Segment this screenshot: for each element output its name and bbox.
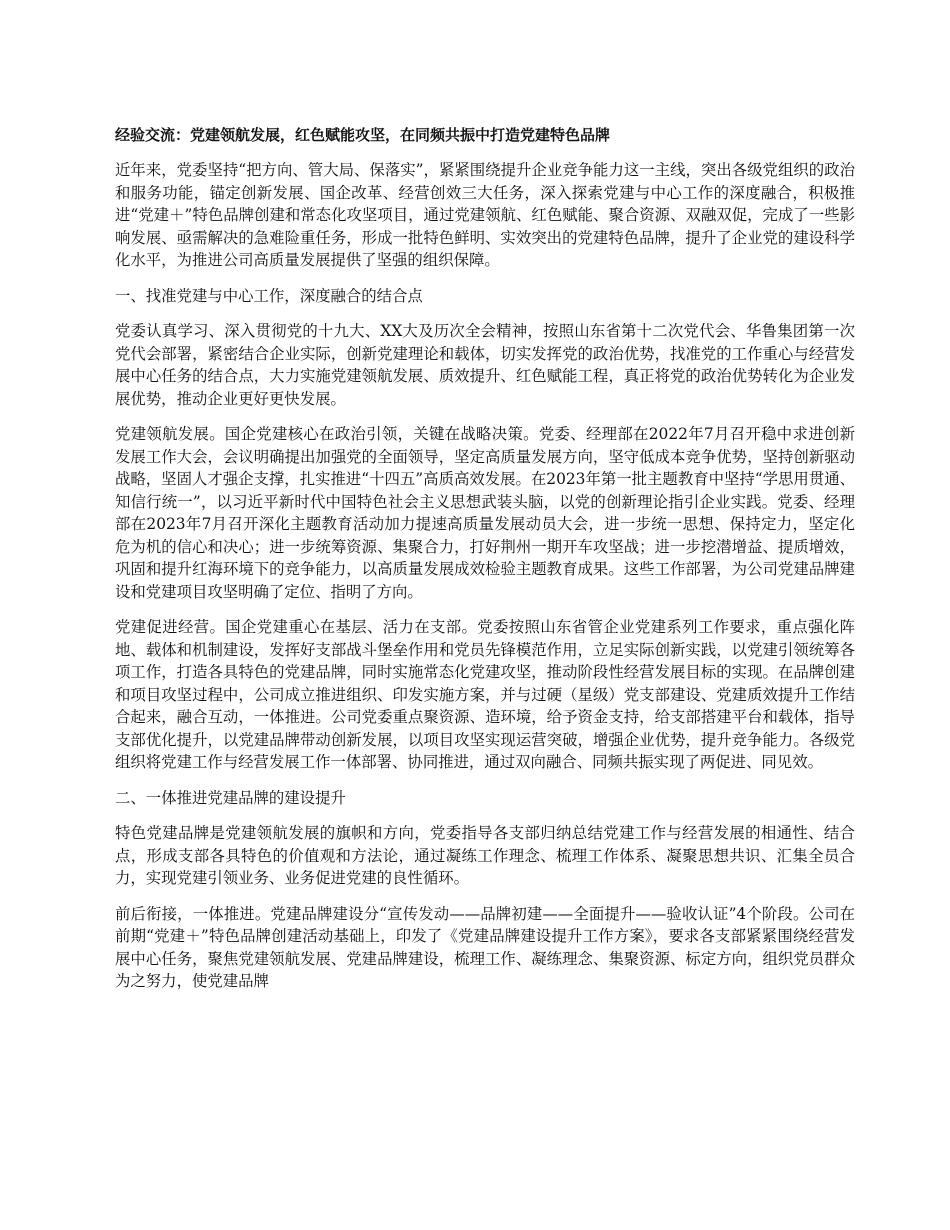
paragraph-party-promotes-operations: 党建促进经营。国企党建重心在基层、活力在支部。党委按照山东省管企业党建系列工作要求，重点强化阵地、载体和机制建设，发挥好支部战斗堡垒作用和党员先锋模范作用，立足实际创新实践，以党建引领统筹各项工作，打造各具特色的党建品牌，同时实施常态化党建攻坚，推动阶段性经营发展目标的实现。在品牌创建和项目攻坚过程中，公司成立推进组织、印发实施方案，并与过硬（星级）党支部建设、党建质效提升工作结合起来，融合互动，一体推进。公司党委重点聚资源、造环境，给予资金支持，给支部搭建平台和载体，指导支部优化提升，以党建品牌带动创新发展，以项目攻坚实现运营突破，增强企业优势，提升竞争能力。各级党组织将党建工作与经营发展工作一体部署、协同推进，通过双向融合、同频共振实现了两促进、同见效。 (115, 618, 855, 771)
section-heading-2: 二、一体推进党建品牌的建设提升 (115, 788, 346, 807)
paragraph-section1-overview: 党委认真学习、深入贯彻党的十九大、XX大及历次全会精神，按照山东省第十二次党代会、华鲁集团第一次党代会部署，紧密结合企业实际，创新党建理论和载体，切实发挥党的政治优势，找准党的工作重心与经营发展中心任务的结合点，大力实施党建领航发展、质效提升、红色赋能工程，真正将党的政治优势转化为企业发展优势，推动企业更好更快发展。 (115, 322, 855, 408)
section-heading-1: 一、找准党建与中心工作，深度融合的结合点 (115, 286, 423, 305)
paragraph-intro: 近年来，党委坚持“把方向、管大局、保落实”，紧紧围绕提升企业竞争能力这一主线，突出各级党组织的政治和服务功能，锚定创新发展、国企改革、经营创效三大任务，深入探索党建与中心工作的深度融合，积极推进“党建＋”特色品牌创建和常态化攻坚项目，通过党建领航、红色赋能、聚合资源、双融双促，完成了一些影响发展、亟需解决的急难险重任务，形成一批特色鲜明、实效突出的党建特色品牌，提升了企业党的建设科学化水平，为推进公司高质量发展提供了坚强的组织保障。 (115, 161, 855, 269)
document-page (115, 124, 855, 1006)
document-title: 经验交流：党建领航发展，红色赋能攻坚，在同频共振中打造党建特色品牌 (115, 126, 611, 144)
paragraph-brand-overview: 特色党建品牌是党建领航发展的旗帜和方向，党委指导各支部归纳总结党建工作与经营发展的相通性、结合点，形成支部各具特色的价值观和方法论，通过凝练工作理念、梳理工作体系、凝聚思想共识、汇集全员合力，实现党建引领业务、业务促进党建的良性循环。 (115, 824, 855, 887)
paragraph-party-leads-development: 党建领航发展。国企党建核心在政治引领，关键在战略决策。党委、经理部在2022年7月召开稳中求进创新发展工作大会，会议明确提出加强党的全面领导，坚定高质量发展方向，坚守低成本竞争优势，坚持创新驱动战略，坚固人才强企支撑，扎实推进“十四五”高质高效发展。在2023年第一批主题教育中坚持“学思用贯通、知信行统一”，以习近平新时代中国特色社会主义思想武装头脑，以党的创新理论指引企业实践。党委、经理部在2023年7月召开深化主题教育活动加力提速高质量发展动员大会，进一步统一思想、保持定力，坚定化危为机的信心和决心；进一步统筹资源、集聚合力，打好荆州一期开车攻坚战；进一步挖潜增益、提质增效，巩固和提升红海环境下的竞争能力，以高质量发展成效检验主题教育成果。这些工作部署，为公司党建品牌建设和党建项目攻坚明确了定位、指明了方向。 (115, 425, 855, 601)
paragraph-brand-stages: 前后衔接，一体推进。党建品牌建设分“宣传发动——品牌初建——全面提升——验收认证”4个阶段。公司在前期“党建＋”特色品牌创建活动基础上，印发了《党建品牌建设提升工作方案》，要求各支部紧紧围绕经营发展中心任务，聚焦党建领航发展、党建品牌建设，梳理工作、凝练理念、集聚资源、标定方向，组织党员群众为之努力，使党建品牌 (115, 904, 855, 990)
